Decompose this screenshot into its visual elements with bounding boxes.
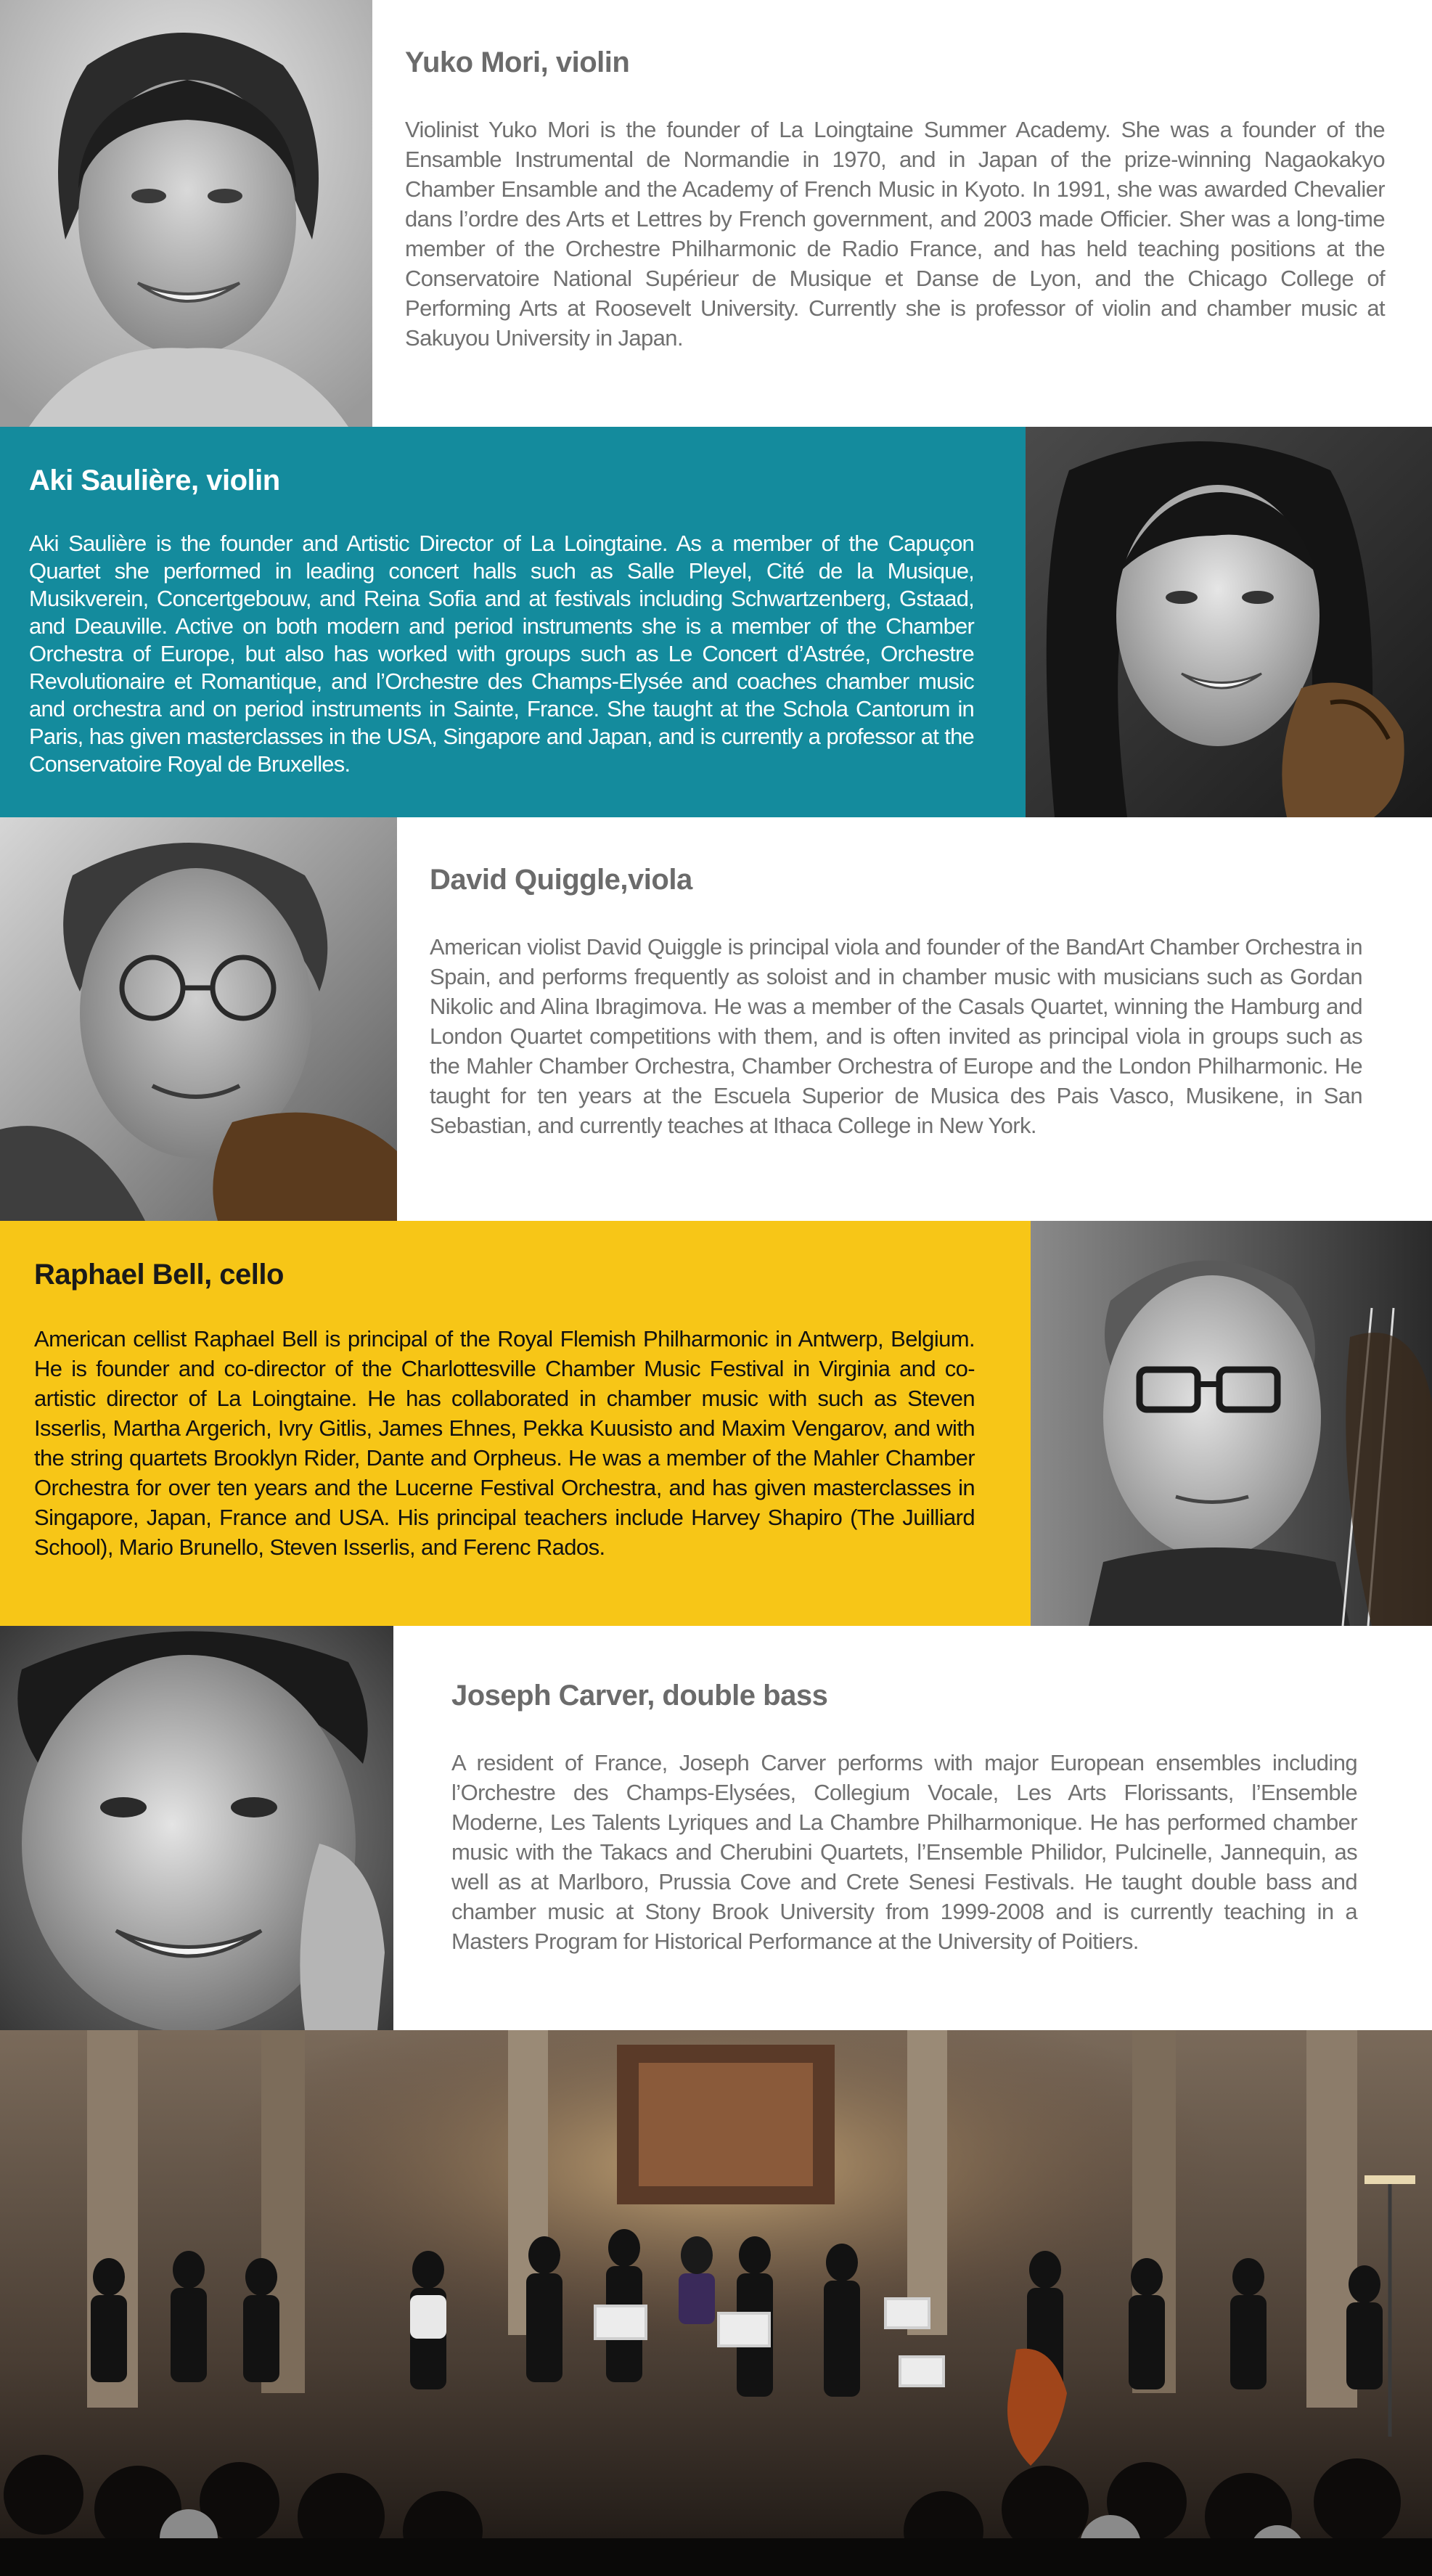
aki-sauliere-portrait [1026, 427, 1432, 817]
david-quiggle-portrait [0, 817, 397, 1221]
concert-photo-section [0, 2030, 1432, 2576]
joseph-carver-portrait [0, 1626, 393, 2030]
musician-bio: American cellist Raphael Bell is principal of the Royal Flemish Philharmonic in Antwerp, Belgium. He is founder and co-director of the Charlottesville Chamber Music Festival in Virginia and co-artistic director of La Loingtaine. He has collaborated in chamber music with such as Steven Isserlis, Martha Argerich, Ivry Gitlis, James Ehnes, Pekka Kuusisto and Maxim Vengarov, and with the string quartets Brooklyn Rider, Dante and Orpheus. He was a member of the Mahler Chamber Orchestra for over ten years and the Lucerne Festival Orchestra, and has given masterclasses in Singapore, Japan, France and USA. His principal teachers include Harvey Shapiro (The Juilliard School), Mario Brunello, Steven Isserlis, and Ferenc Rados. [34, 1326, 975, 1560]
musician-section-david-quiggle [0, 817, 1432, 1221]
musician-section-aki-sauliere [0, 427, 1432, 817]
musician-section-joseph-carver [0, 1626, 1432, 2030]
musician-section-raphael-bell [0, 1221, 1432, 1626]
yuko-mori-portrait [0, 0, 372, 427]
musician-bio: Violinist Yuko Mori is the founder of La Loingtaine Summer Academy. She was a founder of the Ensamble Instrumental de Normandie in 1970, and in Japan of the prize-winning Nagaokakyo Chamber Ensamble and the Academy of French Music in Kyoto. In 1991, she was awarded Chevalier dans l’ordre des Arts et Lettres by French government, and 2003 made Officier. Sher was a long-time member of the Orchestre Philharmonic de Radio France, and has held teaching positions at the Conservatoire National Supérieur de Musique et Danse de Lyon, and the Chicago College of Performing Arts at Roosevelt University. Currently she is professor of violin and chamber music at Sakuyou University in Japan. [405, 117, 1385, 351]
musician-name: Yuko Mori, violin [405, 46, 630, 78]
musician-section-yuko-mori [0, 0, 1432, 427]
musician-bio: Aki Saulière is the founder and Artistic Director of La Loingtaine. As a member of the Capuçon Quartet she performed in leading concert halls such as Salle Pleyel, Cité de la Musique, Musikverein, Concertgebouw, and Reina Sofia and at festivals including Schwartzenberg, Gstaad, and Deauville. Active on both modern and period instruments she is a member of the Chamber Orchestra of Europe, but also has worked with groups such as Le Concert d’Astrée, Orchestre Revolutionaire et Romantique, and l’Orchestre des Champs-Elysée and coaches chamber music and orchestra and on period instruments in Sainte, France. She taught at the Schola Cantorum in Paris, has given masterclasses in the USA, Singapore and Japan, and is currently a professor at the Conservatoire Royal de Bruxelles. [29, 531, 974, 777]
joseph-carver-text [451, 1678, 1357, 1956]
yuko-mori-text [405, 45, 1385, 353]
musician-name: Joseph Carver, double bass [451, 1680, 828, 1712]
musician-bio: A resident of France, Joseph Carver performs with major European ensembles including l’Orchestre des Champs-Elysées, Collegium Vocale, Les Arts Florissants, l’Ensemble Moderne, Les Talents Lyriques and La Chambre Philharmonique. He has performed chamber music with the Takacs and Cherubini Quartets, l’Ensemble Philidor, Pulcinelle, Jannequin, as well as at Marlboro, Prussia Cove and Crete Senesi Festivals. He taught double bass and chamber music at Stony Brook University from 1999-2008 and is currently teaching in a Masters Program for Historical Performance at the University of Poitiers. [451, 1750, 1357, 1954]
musician-name: David Quiggle,viola [430, 864, 692, 896]
concert-photo [0, 2030, 1432, 2576]
musician-name: Aki Saulière, violin [29, 465, 280, 496]
raphael-bell-portrait [1031, 1221, 1432, 1626]
aki-sauliere-text [29, 463, 974, 778]
musician-name: Raphael Bell, cello [34, 1259, 284, 1291]
raphael-bell-text [34, 1257, 975, 1562]
musician-bio: American violist David Quiggle is principal viola and founder of the BandArt Chamber Orchestra in Spain, and performs frequently as soloist and in chamber music with musicians such as Gordan Nikolic and Alina Ibragimova. He was a member of the Casals Quartet, winning the Hamburg and London Quartet competitions with them, and is often invited as principal viola in groups such as the Mahler Chamber Orchestra, Chamber Orchestra of Europe and the London Philharmonic. He taught for ten years at the Escuela Superior de Musica des Pais Vasco, Musikene, in San Sebastian, and currently teaches at Ithaca College in New York. [430, 934, 1362, 1138]
david-quiggle-text [430, 862, 1362, 1140]
